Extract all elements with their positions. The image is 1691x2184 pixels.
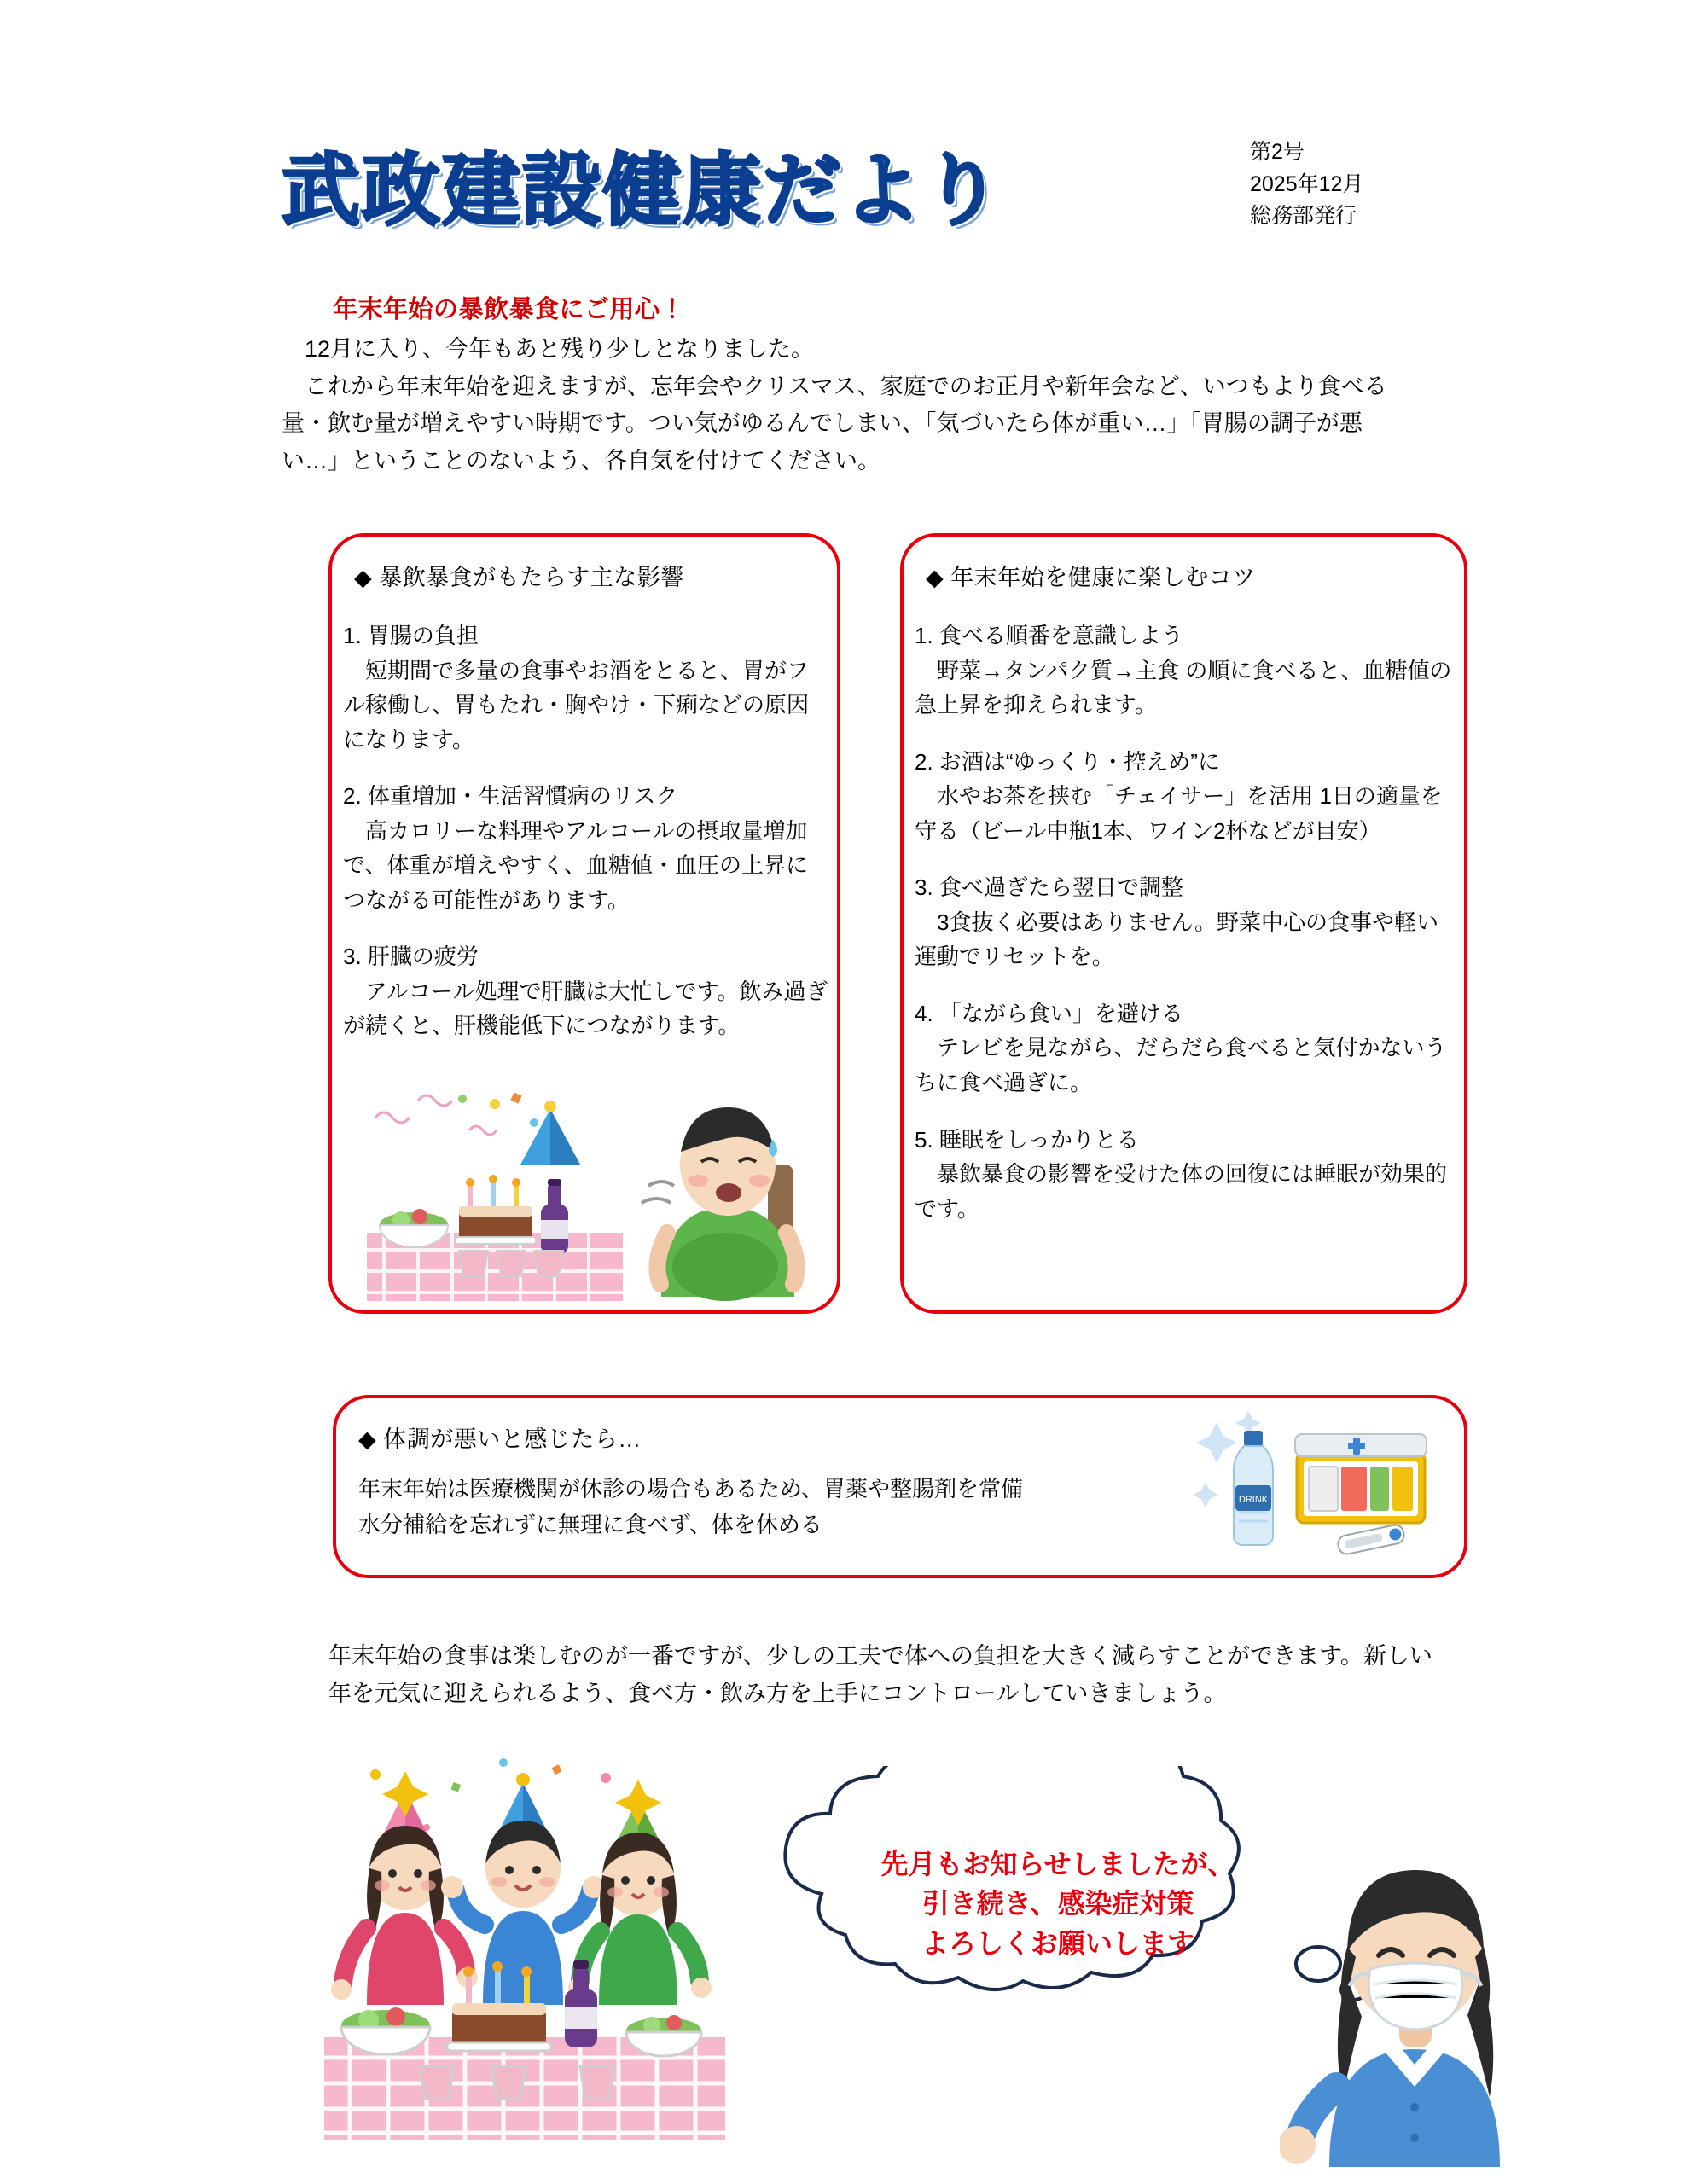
lead-heading: 年末年始の暴飲暴食にご用心！ bbox=[333, 296, 686, 323]
woman-wearing-mask-illustration bbox=[1280, 1826, 1561, 2167]
list-item bbox=[915, 870, 1461, 974]
lead-paragraph-1: 12月に入り、今年もあと残り少しとなりました。 bbox=[305, 336, 815, 362]
issue-info bbox=[1250, 136, 1363, 233]
list-item-body: 高カロリーな料理やアルコールの摂取量増加で、体重が増えやすく、血糖値・血圧の上昇につながる可能性があります。 bbox=[343, 817, 808, 913]
tips-list bbox=[915, 619, 1461, 1248]
page-title: 武政建設健康だより bbox=[282, 145, 1004, 236]
unwell-box-body bbox=[358, 1472, 1126, 1542]
list-item-body: 3食抜く必要はありません。野菜中心の食事や軽い運動でリセットを。 bbox=[915, 909, 1439, 970]
svg-text:DRINK: DRINK bbox=[1238, 1495, 1269, 1505]
list-item-body: 水やお茶を挟む「チェイサー」を活用 1日の適量を守る（ビール中瓶1本、ワイン2杯などが目安） bbox=[915, 783, 1443, 844]
bubble-text bbox=[845, 1844, 1271, 1963]
tips-box-heading: ◆ 年末年始を健康に楽しむコツ bbox=[926, 565, 1256, 590]
list-item bbox=[915, 996, 1461, 1101]
party-table-and-bloated-man-illustration bbox=[367, 1083, 828, 1301]
list-item-title: 3. 肝臓の疲労 bbox=[343, 944, 479, 970]
list-item-body: テレビを見ながら、だらだら食べると気付かないうちに食べ過ぎに。 bbox=[915, 1035, 1447, 1096]
list-item-title: 3. 食べ過ぎたら翌日で調整 bbox=[915, 874, 1183, 901]
bubble-line-1: 先月もお知らせしましたが、 bbox=[880, 1849, 1235, 1879]
list-item-title: 2. 体重増加・生活習慣病のリスク bbox=[343, 783, 678, 810]
list-item-title: 4. 「ながら食い」を避ける bbox=[915, 1000, 1183, 1026]
list-item bbox=[343, 939, 829, 1043]
water-bottle-and-first-aid-kit-illustration bbox=[1194, 1412, 1450, 1565]
list-item bbox=[343, 779, 829, 917]
list-item-body: アルコール処理で肝臓は大忙しです。飲み過ぎが続くと、肝機能低下につながります。 bbox=[343, 978, 828, 1039]
unwell-box-heading: ◆ 体調が悪いと感じたら… bbox=[358, 1426, 642, 1452]
list-item bbox=[915, 619, 1461, 723]
header bbox=[282, 128, 1433, 239]
issue-number: 第2号 bbox=[1250, 140, 1305, 164]
list-item-title: 1. 食べる順番を意識しよう bbox=[915, 623, 1183, 648]
list-item-body: 短期間で多量の食事やお酒をとると、胃がフル稼働し、胃もたれ・胸やけ・下痢などの原因になります。 bbox=[343, 657, 810, 752]
party-people-with-cake-illustration bbox=[324, 1749, 725, 2141]
unwell-line-2: 水分補給を忘れずに無理に食べず、体を休める bbox=[358, 1511, 822, 1537]
bubble-line-3: よろしくお願いします bbox=[921, 1927, 1194, 1959]
list-item-body: 野菜→タンパク質→主食 の順に食べると、血糖値の急上昇を抑えられます。 bbox=[915, 657, 1452, 718]
list-item bbox=[915, 745, 1461, 849]
list-item-title: 5. 睡眠をしっかりとる bbox=[915, 1126, 1139, 1153]
list-item-title: 1. 胃腸の負担 bbox=[343, 623, 479, 648]
lead-body bbox=[282, 331, 1416, 480]
list-item bbox=[915, 1123, 1461, 1227]
issue-date: 2025年12月 bbox=[1250, 171, 1364, 196]
lead-paragraph-2: これから年末年始を迎えますが、忘年会やクリスマス、家庭でのお正月や新年会など、いつもより食べる量・飲む量が増えやすい時期です。つい気がゆるんでしまい、「気づいたら体が重い…」「胃腸の調子が悪い…」ということのないよう、各自気を付けてください。 bbox=[282, 373, 1387, 474]
list-item-body: 暴飲暴食の影響を受けた体の回復には睡眠が効果的です。 bbox=[915, 1161, 1448, 1222]
unwell-line-1: 年末年始は医療機関が休診の場合もあるため、胃薬や整腸剤を常備 bbox=[358, 1476, 1023, 1502]
list-item bbox=[343, 619, 829, 757]
closing-paragraph bbox=[328, 1638, 1446, 1712]
effects-box-heading: ◆ 暴飲暴食がもたらす主な影響 bbox=[354, 565, 684, 590]
bubble-line-2: 引き続き、感染症対策 bbox=[921, 1888, 1194, 1920]
list-item-title: 2. お酒は“ゆっくり・控えめ”に bbox=[915, 748, 1220, 775]
closing-text: 年末年始の食事は楽しむのが一番ですが、少しの工夫で体への負担を大きく減らすことができます。新しい年を元気に迎えられるよう、食べ方・飲み方を上手にコントロールしていきましょう。 bbox=[328, 1643, 1432, 1706]
effects-list bbox=[343, 619, 829, 1066]
issuer: 総務部発行 bbox=[1250, 204, 1357, 228]
